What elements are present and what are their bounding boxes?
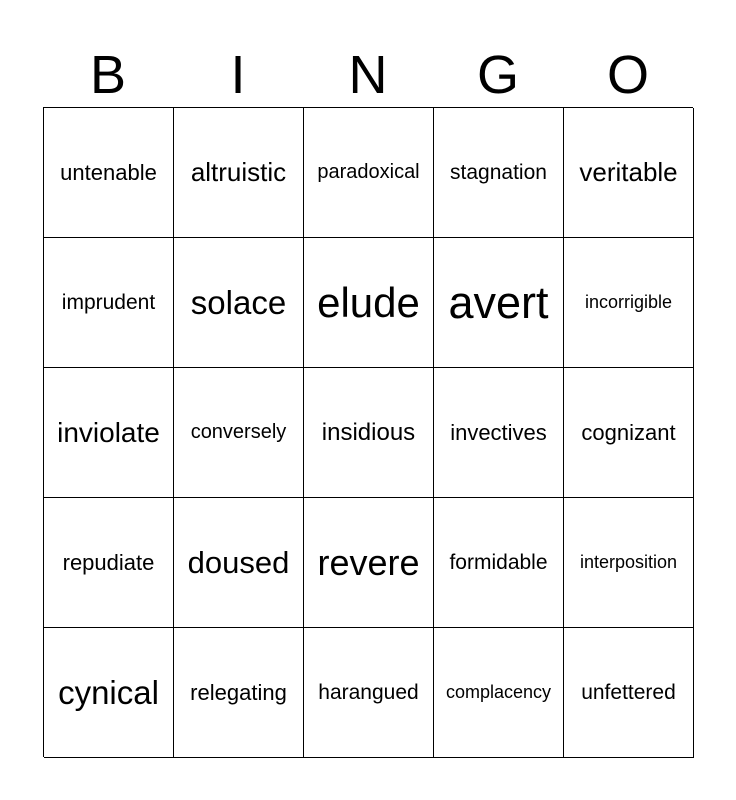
bingo-cell: cognizant xyxy=(564,368,694,498)
bingo-cell: formidable xyxy=(434,498,564,628)
bingo-cell: elude xyxy=(304,238,434,368)
bingo-header xyxy=(43,42,693,108)
bingo-cell: interposition xyxy=(564,498,694,628)
header-letter-o: O xyxy=(606,45,649,105)
bingo-cell: complacency xyxy=(434,628,564,758)
bingo-cell: veritable xyxy=(564,108,694,238)
bingo-cell: altruistic xyxy=(174,108,304,238)
bingo-cell: relegating xyxy=(174,628,304,758)
bingo-cell: conversely xyxy=(174,368,304,498)
bingo-cell: doused xyxy=(174,498,304,628)
header-letter-b: B xyxy=(89,45,127,105)
bingo-cell: imprudent xyxy=(44,238,174,368)
bingo-cell: paradoxical xyxy=(304,108,434,238)
bingo-cell: cynical xyxy=(44,628,174,758)
header-letter-i: I xyxy=(230,45,246,105)
bingo-cell: invectives xyxy=(434,368,564,498)
bingo-cell: harangued xyxy=(304,628,434,758)
bingo-cell: insidious xyxy=(304,368,434,498)
bingo-cell: revere xyxy=(304,498,434,628)
bingo-cell: incorrigible xyxy=(564,238,694,368)
bingo-cell: untenable xyxy=(44,108,174,238)
bingo-board xyxy=(43,107,693,757)
bingo-cell: inviolate xyxy=(44,368,174,498)
bingo-cell: repudiate xyxy=(44,498,174,628)
bingo-cell: avert xyxy=(434,238,564,368)
bingo-cell: stagnation xyxy=(434,108,564,238)
header-letter-g: G xyxy=(476,45,519,105)
bingo-cell: unfettered xyxy=(564,628,694,758)
bingo-cell: solace xyxy=(174,238,304,368)
header-letter-n: N xyxy=(348,45,388,105)
